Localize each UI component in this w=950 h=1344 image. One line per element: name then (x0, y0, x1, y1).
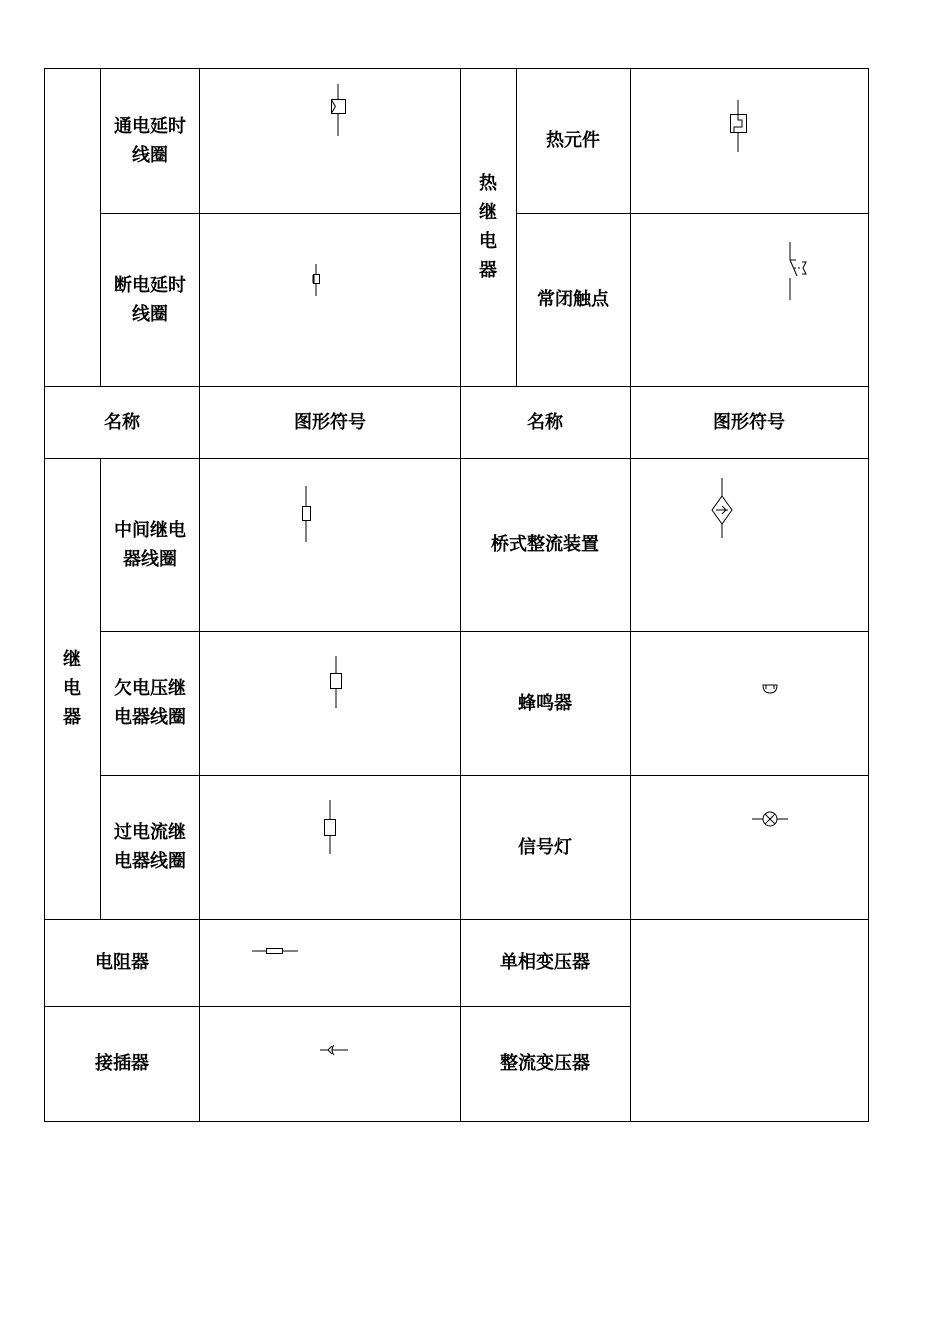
header-symbol-right: 图形符号 (713, 411, 785, 433)
bridge-rectifier-icon (708, 478, 740, 540)
signal-lamp-icon (752, 808, 788, 830)
rectifier-transformer-label: 整流变压器 (500, 1053, 590, 1074)
buzzer-label: 蜂鸣器 (518, 692, 572, 714)
plug-connector-icon (320, 1042, 350, 1058)
bridge-rectifier-label: 桥式整流装置 (491, 534, 599, 555)
nc-contact-label: 常闭触点 (537, 289, 609, 310)
intermediate-relay-coil-label: 中间继电器线圈 (114, 519, 186, 570)
intermediate-relay-coil-icon (298, 486, 316, 544)
resistor-icon (252, 944, 300, 958)
buzzer-icon (760, 682, 782, 696)
on-delay-coil-icon (322, 84, 354, 140)
overcurrent-relay-coil-label: 过电流继电器线圈 (114, 822, 186, 872)
single-phase-transformer-label: 单相变压器 (500, 952, 590, 973)
thermal-element-label: 热元件 (546, 130, 600, 151)
on-delay-coil-label: 通电延时线圈 (114, 115, 186, 166)
thermal-element-icon (724, 100, 754, 154)
thermal-relay-group-label: 热继电器 (479, 173, 497, 281)
resistor-label: 电阻器 (95, 952, 149, 973)
header-name-left: 名称 (104, 411, 140, 433)
off-delay-coil-icon (308, 264, 328, 298)
relay-group-label: 继电器 (63, 649, 81, 728)
plug-connector-label: 接插器 (95, 1053, 149, 1074)
undervoltage-relay-coil-icon (327, 656, 345, 710)
header-name-right: 名称 (527, 411, 563, 433)
overcurrent-relay-coil-icon (321, 800, 339, 856)
signal-lamp-label: 信号灯 (518, 836, 572, 858)
header-symbol-left: 图形符号 (294, 411, 366, 433)
undervoltage-relay-coil-label: 欠电压继电器线圈 (114, 678, 186, 728)
normally-closed-contact-icon (780, 242, 814, 302)
off-delay-coil-label: 断电延时线圈 (114, 274, 186, 325)
